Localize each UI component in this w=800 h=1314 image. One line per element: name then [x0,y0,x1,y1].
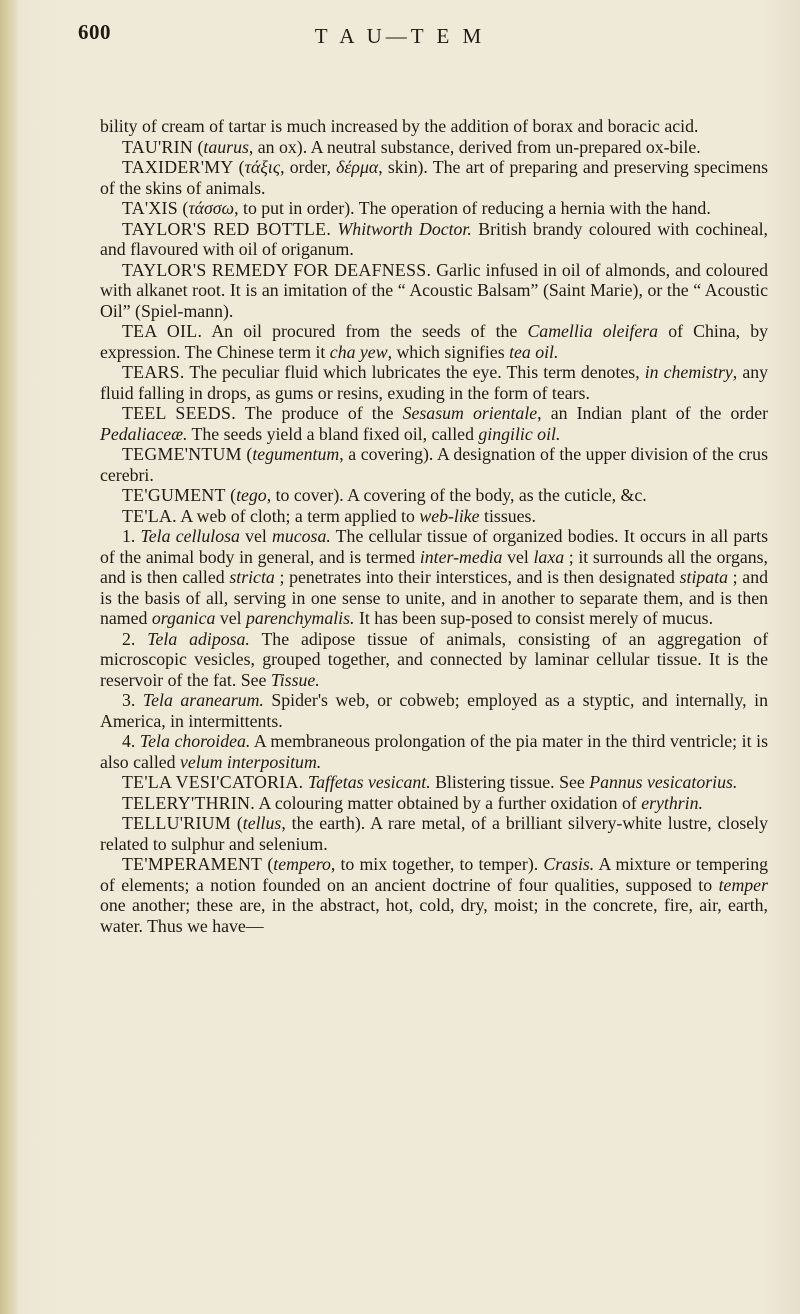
italic-term: stricta [229,567,275,587]
entry-text: 1. [122,526,141,546]
entry-text: ( [241,444,253,464]
italic-term: velum interpositum. [179,751,322,772]
headword: TA'XIS [122,198,178,218]
entry-text: British brandy coloured with cochineal, and flavoured with oil of origanum. [100,218,769,259]
entry-text: , an Indian plant of the order [537,403,769,423]
headword: TEEL SEEDS. [122,403,236,423]
sub-entry [100,526,768,629]
entry-text: Spider's web, or cobweb; employed as a styptic, and internally, in America, in intermittents. [100,690,768,731]
dictionary-entry [100,854,768,936]
italic-term: tea oil. [509,341,559,362]
italic-term: parenchymalis. [246,608,355,628]
entry-text: The cellular tissue of organized bodies. It occurs in all parts of the animal body in general, and is termed [100,526,768,567]
book-spine-edge [0,0,18,1314]
entry-text: Garlic infused in oil of almonds, and coloured with alkanet root. It is an imitation of the “ Acoustic Balsam” (Saint Marie), or the “ Acoustic Oil” (Spiel-mann). [100,259,768,321]
sub-entry [100,690,768,731]
entry-text: , order, [280,157,337,177]
entry-text: ; and is the basis of all, serving in one sense to unite, and in another to separate them, and is then named [100,567,768,628]
entry-text: , skin). The art of preparing and preserving specimens of the skins of animals. [100,157,768,198]
italic-term: Sesasum orientale [402,403,538,423]
dictionary-entry [100,260,768,322]
headword: TE'LA. [122,505,177,526]
italic-term: Tela adiposa. [147,628,250,649]
headword: TE'MPERAMENT [122,854,263,874]
italic-term: Crasis. [543,854,595,874]
headword: TAXIDER'MY [122,157,234,177]
entry-text: , to put in order). The operation of reducing a hernia with the hand. [234,198,711,218]
headword: TAU'RIN [122,136,194,157]
headword: TAYLOR'S RED BOTTLE. [122,218,332,239]
entry-text: 4. [122,731,140,751]
italic-term: Whitworth Doctor. [337,218,472,239]
entry-text: , which signifies [387,341,510,362]
dictionary-entries [100,116,768,936]
italic-term: in chemistry [644,362,733,382]
entry-text: one another; these are, in the abstract, hot, cold, dry, moist; in the concrete, fire, air, earth, water. Thus we have— [100,895,768,936]
entry-text: The adipose tissue of animals, consisting of an aggregation of microscopic vesicles, grouped together, and connected by laminar cellular tissue. It is the reservoir of the fat. See [100,628,768,690]
entry-text: ( [230,813,243,833]
entry-text: An oil procured from the seeds of the [202,321,528,341]
dictionary-entry [100,198,768,219]
entry-text: vel [215,608,247,628]
running-head: T A U—T E M [314,24,486,48]
entry-text: A web of cloth; a term applied to [176,505,420,526]
entry-text: ( [177,198,189,218]
italic-term: taurus [203,136,249,157]
entry-text: A colouring matter obtained by a further oxidation of [255,792,642,813]
page-header [0,20,800,60]
page-number: 600 [78,20,111,44]
italic-term: cha yew [329,341,388,362]
italic-term: Taffetas vesicant. [307,772,431,792]
headword: TEA OIL. [122,321,203,341]
dictionary-entry [100,157,768,198]
dictionary-entry [100,485,768,506]
italic-term: τάσσω [188,198,235,218]
italic-term: mucosa. [272,526,331,546]
entry-text: , an ox). A neutral substance, derived from un-prepared ox-bile. [248,136,701,157]
dictionary-entry [100,813,768,854]
italic-term: Tela choroidea. [139,731,251,751]
headword: TEGME'NTUM [122,444,242,464]
entry-text: ( [262,854,274,874]
italic-term: Pedaliaceæ. [100,423,188,444]
dictionary-entry [100,321,768,362]
dictionary-entry [100,772,768,793]
entry-text: , a covering). A designation of the upper division of the crus cerebri. [100,444,768,485]
entry-text: bility of cream of tartar is much increased by the addition of borax and boracic acid. [100,116,699,136]
entry-text: , to cover). A covering of the body, as the cuticle, &c. [266,485,647,505]
italic-term: tellus [242,813,282,833]
dictionary-entry [100,444,768,485]
entry-text: The produce of the [235,403,403,423]
italic-term: gingilic oil. [478,423,561,444]
entry-text: , any fluid falling in drops, as gums or resins, exuding in the form of tears. [100,362,768,403]
italic-term: Tissue. [270,669,320,690]
italic-term: erythrin. [641,792,703,813]
entry-text: ( [233,157,245,177]
entry-text: ; it surrounds all the organs, and is then called [100,546,768,587]
entry-text: 2. [122,628,148,649]
italic-term: τάξις [244,157,281,177]
headword: TEARS. [122,362,185,382]
dictionary-entry [100,793,768,814]
italic-term: tempero [273,854,331,874]
sub-entry [100,629,768,691]
entry-text: , the earth). A rare metal, of a brilliant silvery-white lustre, closely related to sulphur and selenium. [100,813,768,854]
italic-term: temper [718,874,768,895]
italic-term: Pannus vesicatorius. [589,772,738,792]
dictionary-entry [100,137,768,158]
italic-term: Tela cellulosa [140,526,240,546]
entry-text: Blistering tissue. See [430,772,590,792]
headword: TE'LA VESI'CATORIA. [122,772,304,792]
italic-term: laxa [533,546,565,567]
dictionary-entry [100,403,768,444]
entry-text: ( [225,485,237,505]
headword: TAYLOR'S REMEDY FOR DEAFNESS. [122,259,432,280]
entry-text: vel [239,526,273,546]
italic-term: tego [236,485,267,505]
entry-text: 3. [122,690,143,710]
entry-text: tissues. [479,505,536,526]
entry-text: ; penetrates into their interstices, and is then designated [274,567,680,587]
continued-text [100,116,768,137]
sub-entry [100,731,768,772]
dictionary-entry [100,506,768,527]
italic-term: organica [151,608,216,628]
headword: TE'GUMENT [122,485,226,505]
entry-text: , to mix together, to temper). [330,854,544,874]
italic-term: Tela aranearum. [142,690,264,710]
italic-term: stipata [679,567,728,587]
italic-term: Camellia oleifera [527,321,659,341]
headword: TELLU'RIUM [122,813,231,833]
italic-term: tegumentum [252,444,340,464]
entry-text: ( [193,136,204,157]
dictionary-entry [100,362,768,403]
dictionary-entry [100,219,768,260]
entry-text: vel [502,546,534,567]
headword: TELERY'THRIN. [122,792,256,813]
italic-term: web-like [419,505,480,526]
entry-text: The seeds yield a bland fixed oil, called [187,423,479,444]
entry-text: A mixture or tempering of elements; a notion founded on an ancient doctrine of four qualities, supposed to [100,854,769,895]
entry-text: The peculiar fluid which lubricates the eye. This term denotes, [184,362,645,382]
entry-text: It has been sup-posed to consist merely of mucus. [354,608,714,628]
italic-term: inter-media [419,546,503,567]
italic-term: δέρμα [336,157,379,177]
entry-text: A membraneous prolongation of the pia mater in the third ventricle; it is also called [100,731,768,772]
entry-text: of China, by expression. The Chinese term it [100,321,768,362]
